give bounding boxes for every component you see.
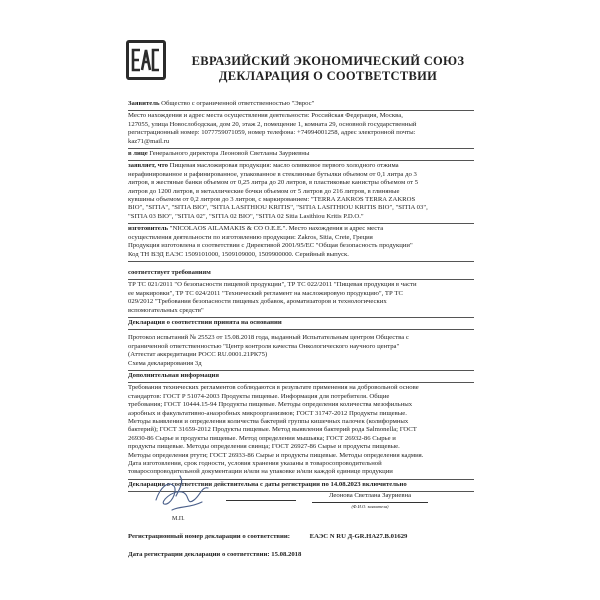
extra-line-8: продукты пищевые. Методы определения свинца; ГОСТ 26927-86 Сырье и продукты пищевые. [128, 443, 400, 451]
declares-line-3: литров, в жестяные банки объемом от 0,25 литра до 20 литров, в пластиковые канистры объемом от 5 [128, 179, 419, 187]
extra-line-5: Методы выявления и определения количества бактерий группы кишечных палочек (колиформных [128, 418, 409, 425]
union-title: ЕВРАЗИЙСКИЙ ЭКОНОМИЧЕСКИЙ СОЮЗ [191, 54, 465, 68]
divider [128, 370, 474, 371]
declares-line-6: BIO", "SITIA", "SITIA BIO", "SITIA LASITHIOU KRITIS", "SITIA LASITHIOU KRITIS BIO", "SITIA 03", [128, 204, 428, 212]
declares-line-4: литров до 1200 литров, в металлические бочки объемом от 5 литров до 216 литров, в глиняные [128, 187, 400, 195]
declares-label: заявляет, что [128, 162, 168, 170]
manufacturer-line-3: Продукция изготовлена в соответствии с Директивой 2001/95/ЕС "Общая безопасность продукции" [128, 242, 413, 250]
divider [128, 279, 474, 280]
extra-line-2: стандартов: ГОСТ Р 51074-2003 Продукты пищевые. Информация для потребителя. Общие [128, 392, 390, 400]
declares-line-2: нерафинированное и рафинированное, упакованное в стеклянные бутылки объемом от 0,1 литра до 3 [128, 170, 417, 178]
applicant-label: Заявитель [128, 100, 160, 107]
manufacturer-line-2: осуществления деятельности по изготовлению продукции: Zakros, Sitia, Crete, Греция [128, 233, 373, 241]
applicant-address-2: 127055, улица Новослободская, дом 20, этаж 2, помещение 1, комната 29, основной государственный [128, 120, 417, 128]
registration-date-line [128, 551, 474, 558]
extra-line-4: аэробных и факультативно-анаэробных микроорганизмов; ГОСТ 31747-2012 Продукты пищевые. [128, 409, 407, 417]
signer-underline [312, 502, 428, 503]
eac-logo-icon [126, 40, 166, 80]
registration-number-label: Регистрационный номер декларации о соответствии: [128, 533, 290, 540]
requirements-line-1: ТР ТС 021/2011 "О безопасности пищевой продукции", ТР ТС 022/2011 "Пищевая продукция в части [128, 281, 417, 289]
divider [128, 110, 474, 111]
registration-date-value: 15.08.2018 [271, 551, 302, 558]
stamp-label: М.П. [172, 516, 185, 522]
declares-line-1 [128, 162, 474, 170]
divider [128, 261, 474, 262]
declaration-title: ДЕКЛАРАЦИЯ О СООТВЕТСТВИИ [218, 69, 438, 83]
manufacturer-label: изготовитель [128, 225, 169, 233]
declares-line-7: "SITIA 03 BIO", "SITIA 02", "SITIA 02 BIO", "SITIA 02 Sitia Lasithiou Kritis P.D.O." [128, 212, 364, 220]
requirements-line-2: ее маркировки", ТР ТС 024/2011 "Технический регламент на масложировую продукцию", ТР ТС [128, 289, 403, 297]
registration-number-line [128, 533, 474, 540]
declares-line-5: кувшины объемом от 0,2 литров до 3 литров, с маркированием: "TERRA ZAKROS TERRA ZAKROS [128, 196, 416, 204]
basis-line-2: ограниченной ответственностью "Центр контроля качества Онкологического научного центра" [128, 342, 400, 350]
requirements-line-4: вспомогательных средств" [128, 306, 204, 314]
applicant-name: Общество с ограниченной ответственностью "Эврос" [161, 100, 315, 107]
divider [128, 329, 474, 330]
applicant-line [128, 100, 474, 108]
extra-line-3: требования; ГОСТ 10444.15-94 Продукты пищевые. Методы определения количества мезофильных [128, 401, 413, 409]
extra-line-10: Дата изготовления, срок годности, условия хранения указаны в товаросопроводительной [128, 460, 382, 468]
signer-caption: (Ф.И.О. заявителя) [351, 504, 389, 509]
manufacturer-line-4: Код ТН ВЭД ЕАЭС 1509101000, 1509109000, 1509900000. Серийный выпуск. [128, 250, 349, 258]
extra-line-11: товаросопроводительной документации и/или на упаковке и/или каждой единице продукции [128, 468, 393, 476]
extra-line-7: 26930-86 Сырье и продукты пищевые. Метод определения мышьяка; ГОСТ 26932-86 Сырье и [128, 434, 396, 442]
registration-number-value: ЕАЭС N RU Д-GR.HA27.B.01629 [309, 533, 408, 540]
divider [128, 223, 474, 224]
requirements-title: соответствует требованиям [128, 268, 211, 276]
registration-date-label: Дата регистрации декларации о соответствии: [128, 551, 270, 558]
representative-line [128, 150, 474, 158]
document-header [178, 54, 478, 84]
extra-title: Дополнительная информация [128, 371, 220, 379]
validity-text: Декларация о соответствии действительна с даты регистрации по 14.08.2023 включительно [128, 480, 407, 488]
signature-underline [226, 500, 296, 501]
divider [128, 160, 474, 161]
manufacturer-text-1: "NICOLAOS AILAMAKIS & CO O.E.E.". Место нахождения и адрес места [169, 225, 384, 233]
basis-line-4: Схема декларирования 3д [128, 359, 202, 367]
divider [128, 148, 474, 149]
extra-line-1: Требования технических регламентов соблюдаются в результате применения на добровольной основе [128, 384, 419, 392]
document-body [128, 100, 474, 493]
basis-title: Декларация о соответствии принята на основании [128, 318, 282, 326]
applicant-address-4: kaz71@mail.ru [128, 137, 170, 145]
requirements-line-3: 029/2012 "Требования безопасности пищевых добавок, ароматизаторов и технологических [128, 298, 387, 306]
basis-line-1: Протокол испытаний № 25523 от 15.08.2018 года, выданный Испытательным центром Общества с [128, 334, 409, 342]
basis-line-3: (Аттестат аккредитации РОСС RU.0001.21РК75) [128, 351, 268, 359]
extra-line-9: Методы определения ртути; ГОСТ 26933-86 Сырье и продукты пищевые. Методы определения кадмия. [128, 451, 424, 459]
applicant-address-3: регистрационный номер: 1077759071059, номер телефона: +74994001258, адрес электронной почты: [128, 129, 416, 137]
manufacturer-line-1 [128, 225, 474, 233]
extra-line-6: бактерий); ГОСТ 31659-2012 Продукты пищевые. Метод выявления бактерий рода Salmonella; ГОСТ [128, 426, 417, 434]
divider [128, 317, 474, 318]
representative-text: Генерального директора Леоновой Светланы Зауриевны [149, 150, 310, 158]
stamp-signature-icon [150, 466, 220, 518]
applicant-address-1: Место нахождения и адрес места осуществления деятельности: Российская Федерация, Москва, [128, 112, 403, 120]
declares-text-1: Пищевая масложировая продукция: масло оливковое первого холодного отжима [169, 162, 399, 170]
signer-name: Леонова Светлана Зауриевна [328, 492, 412, 499]
divider [128, 382, 474, 383]
representative-label: в лице [128, 150, 148, 158]
